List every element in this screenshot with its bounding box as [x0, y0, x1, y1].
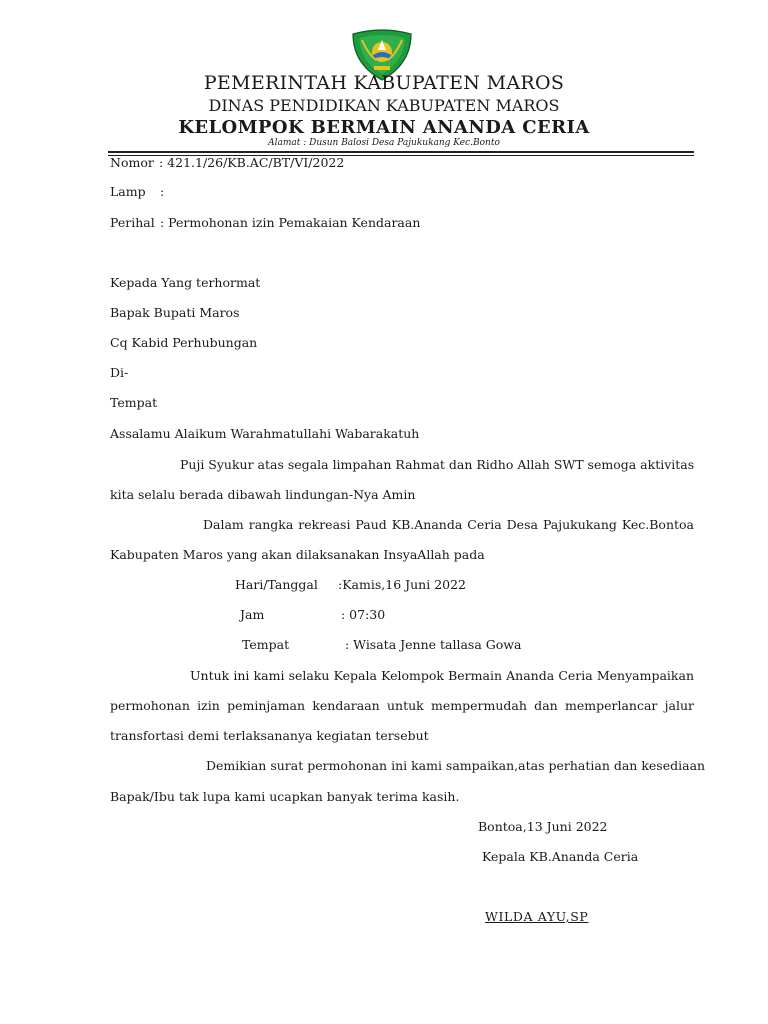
recipient-line: Cq Kabid Perhubungan: [110, 335, 258, 350]
signatory-name: WILDA AYU,SP: [485, 909, 589, 924]
detail-label: Jam: [240, 607, 265, 622]
lamp-label: Lamp: [110, 184, 146, 199]
header-institution: KELOMPOK BERMAIN ANANDA CERIA: [178, 117, 590, 138]
header-government: PEMERINTAH KABUPATEN MAROS: [203, 72, 565, 94]
paragraph-line: Dalam rangka rekreasi Paud KB.Ananda Ceria Desa Pajukukang Kec.Bontoa: [203, 517, 694, 532]
paragraph-line: Bapak/Ibu tak lupa kami ucapkan banyak terima kasih.: [110, 789, 460, 804]
recipient-line: Bapak Bupati Maros: [110, 305, 240, 320]
detail-label: Hari/Tanggal: [235, 577, 318, 592]
paragraph-line: permohonan izin peminjaman kendaraan untuk mempermudah dan memperlancar jalur: [110, 698, 694, 713]
header-address: Alamat : Dusun Balosi Desa Pajukukang Kec.Bonto: [268, 138, 500, 148]
detail-value: : Wisata Jenne tallasa Gowa: [345, 637, 522, 652]
recipient-line: Di-: [110, 365, 129, 380]
paragraph-line: Untuk ini kami selaku Kepala Kelompok Bermain Ananda Ceria Menyampaikan: [190, 668, 694, 683]
detail-value: : 07:30: [341, 607, 386, 622]
nomor-value: : 421.1/26/KB.AC/BT/VI/2022: [159, 155, 345, 170]
paragraph-line: kita selalu berada dibawah lindungan-Nya Amin: [110, 487, 416, 502]
paragraph-line: Demikian surat permohonan ini kami sampaikan,atas perhatian dan kesediaan: [206, 758, 706, 773]
recipient-line: Tempat: [110, 395, 158, 410]
signer-position: Kepala KB.Ananda Ceria: [482, 849, 639, 864]
greeting: Assalamu Alaikum Warahmatullahi Wabarakatuh: [110, 426, 420, 441]
paragraph-line: Puji Syukur atas segala limpahan Rahmat dan Ridho Allah SWT semoga aktivitas: [180, 457, 695, 472]
place-date: Bontoa,13 Juni 2022: [478, 819, 608, 834]
perihal-value: : Permohonan izin Pemakaian Kendaraan: [160, 215, 421, 230]
detail-value: :Kamis,16 Juni 2022: [338, 577, 467, 592]
header-divider-thick: [108, 151, 694, 153]
paragraph-line: transfortasi demi terlaksananya kegiatan tersebut: [110, 728, 429, 743]
nomor-label: Nomor: [110, 155, 154, 170]
header-department: DINAS PENDIDIKAN KABUPATEN MAROS: [208, 96, 560, 115]
paragraph-line: Kabupaten Maros yang akan dilaksanakan InsyaAllah pada: [110, 547, 485, 562]
lamp-value: :: [160, 184, 165, 199]
detail-label: Tempat: [242, 637, 290, 652]
recipient-line: Kepada Yang terhormat: [110, 275, 261, 290]
perihal-label: Perihal: [110, 215, 155, 230]
